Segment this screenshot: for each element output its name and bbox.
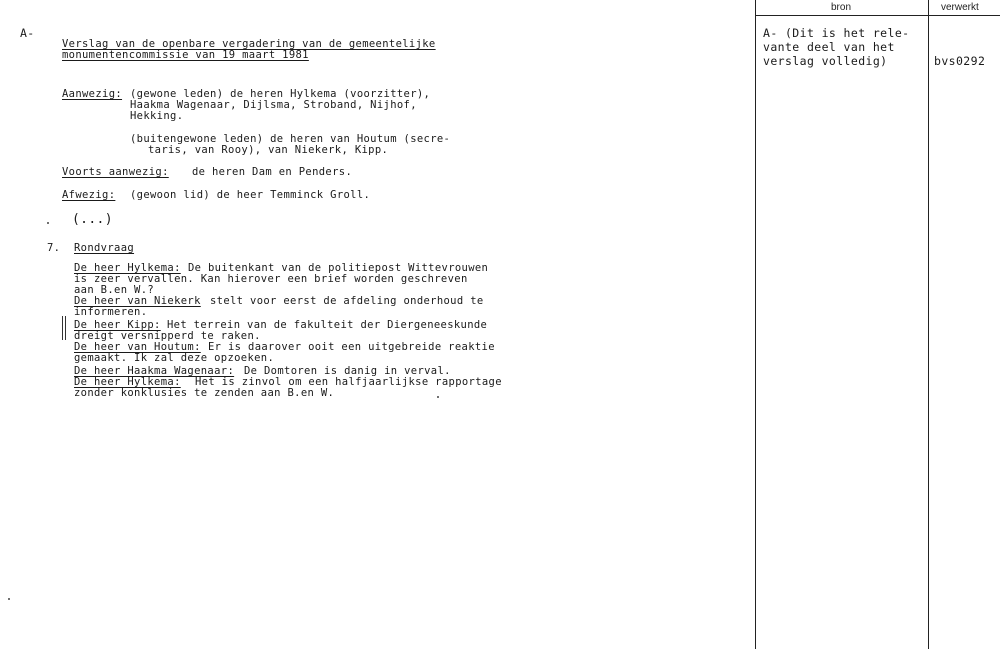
item-heading: Rondvraag bbox=[74, 242, 135, 254]
speaker-name: De heer van Niekerk bbox=[74, 295, 201, 307]
present-line: taris, van Rooy), van Niekerk, Kipp. bbox=[148, 144, 389, 156]
present-line: (gewone leden) de heren Hylkema (voorzitter), bbox=[130, 88, 431, 100]
remark-text: zonder konklusies te zenden aan B.en W. bbox=[74, 387, 335, 399]
speaker-name: De heer Haakma Wagenaar: bbox=[74, 365, 235, 377]
stray-speck bbox=[437, 396, 439, 398]
remark-text: Er is daarover ooit een uitgebreide reaktie bbox=[208, 341, 495, 353]
column-divider-left bbox=[755, 0, 756, 649]
present-label: Aanwezig: bbox=[62, 88, 123, 100]
present-line: Haakma Wagenaar, Dijlsma, Stroband, Nijhof, bbox=[130, 99, 417, 111]
document-title-line2: monumentencommissie van 19 maart 1981 bbox=[62, 49, 309, 61]
absent-text: (gewoon lid) de heer Temminck Groll. bbox=[130, 189, 371, 201]
remark-text: is zeer vervallen. Kan hierover een brief worden geschreven bbox=[74, 273, 468, 285]
remark-text: De Domtoren is danig in verval. bbox=[244, 365, 451, 377]
margin-marker: A- bbox=[20, 26, 35, 40]
remark-text: Het terrein van de fakulteit der Diergeneeskunde bbox=[167, 319, 488, 331]
remark-text: De buitenkant van de politiepost Wittevrouwen bbox=[188, 262, 489, 274]
bron-column-header: bron bbox=[831, 2, 852, 13]
speaker-name: De heer van Houtum: bbox=[74, 341, 201, 353]
remark-text: dreigt versnipperd te raken. bbox=[74, 330, 261, 342]
remark-text: Het is zinvol om een halfjaarlijkse rapportage bbox=[195, 376, 502, 388]
margin-bar bbox=[65, 316, 66, 340]
bron-note: vante deel van het bbox=[763, 40, 895, 54]
stray-speck bbox=[8, 598, 10, 600]
present-line: (buitengewone leden) de heren van Houtum (secre- bbox=[130, 133, 451, 145]
bron-note: A- (Dit is het rele- bbox=[763, 26, 910, 40]
speaker-name: De heer Hylkema: bbox=[74, 262, 181, 274]
remark-text: aan B.en W.? bbox=[74, 284, 155, 296]
absent-label: Afwezig: bbox=[62, 189, 116, 201]
column-divider-right bbox=[928, 0, 929, 649]
bron-note: verslag volledig) bbox=[763, 54, 888, 68]
present-line: Hekking. bbox=[130, 110, 184, 122]
item-number: 7. bbox=[47, 242, 61, 254]
remark-text: stelt voor eerst de afdeling onderhoud te bbox=[210, 295, 484, 307]
margin-speck bbox=[47, 222, 49, 224]
document-title-line1: Verslag van de openbare vergadering van de gemeentelijke bbox=[62, 38, 436, 50]
remark-text: gemaakt. Ik zal deze opzoeken. bbox=[74, 352, 275, 364]
verwerkt-code: bvs0292 bbox=[934, 54, 986, 68]
also-present-label: Voorts aanwezig: bbox=[62, 166, 169, 178]
speaker-name: De heer Hylkema: bbox=[74, 376, 181, 388]
also-present-text: de heren Dam en Penders. bbox=[192, 166, 353, 178]
verwerkt-column-header: verwerkt bbox=[941, 2, 979, 13]
remark-text: informeren. bbox=[74, 306, 148, 318]
omission-ellipsis: (...) bbox=[72, 212, 113, 227]
header-rule bbox=[755, 15, 1000, 16]
margin-bar bbox=[62, 316, 63, 340]
speaker-name: De heer Kipp: bbox=[74, 319, 161, 331]
